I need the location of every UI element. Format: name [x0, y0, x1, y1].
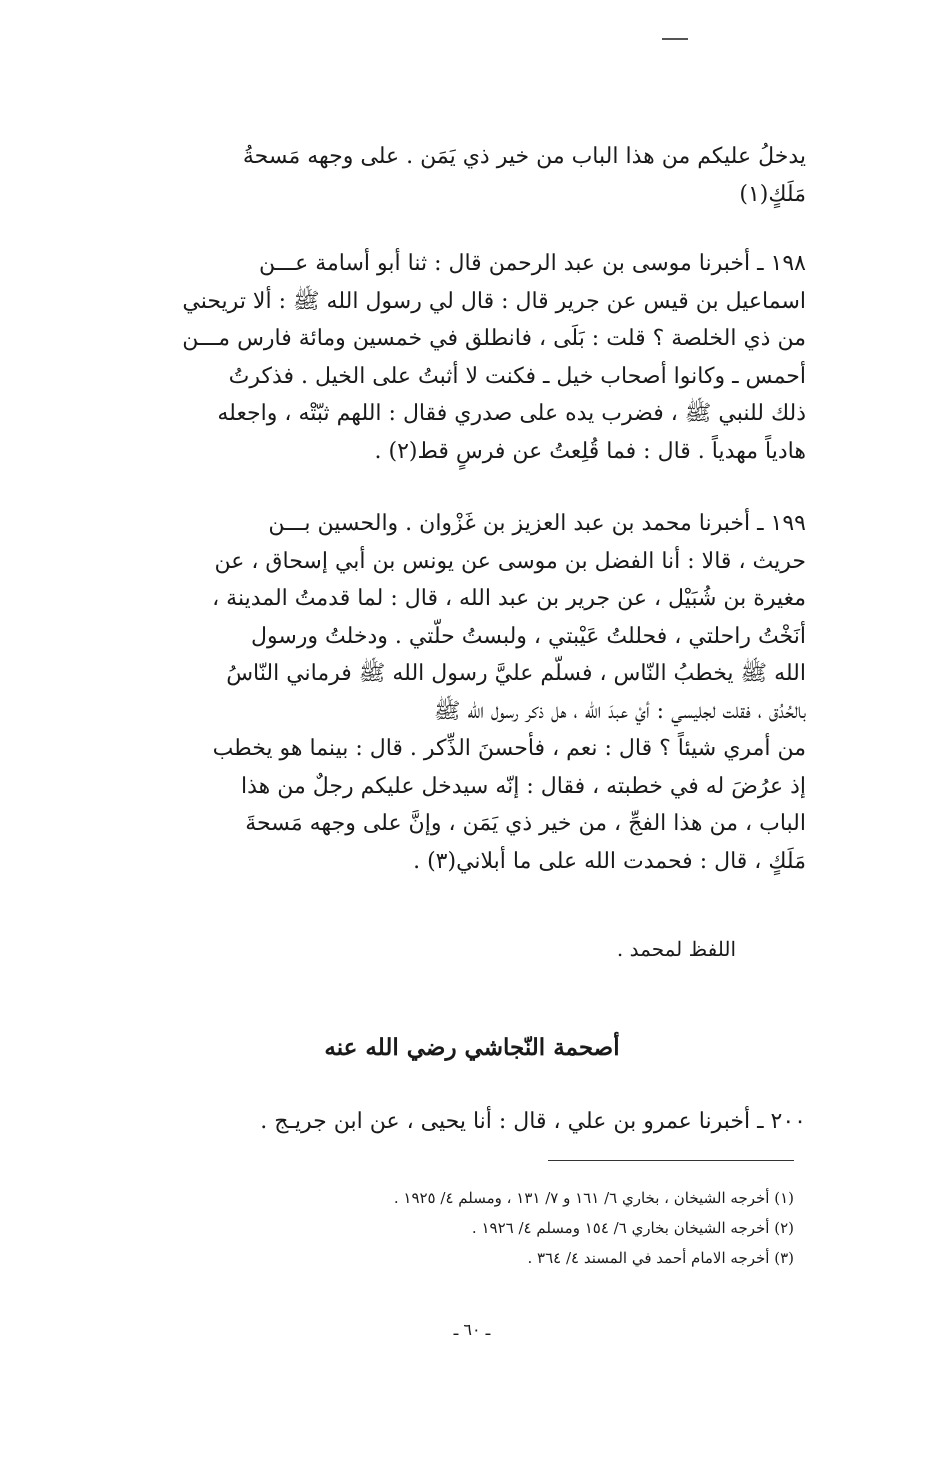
text-line: ١٩٩ ـ أخبرنا محمد بن عبد العزيز بن غَزْوان . والحسين بـــن	[268, 511, 806, 536]
hadith-200	[134, 1103, 806, 1141]
text-line: هادياً مهدياً . قال : فما قُلِعتُ عن فرسٍ قط(٢) .	[374, 438, 806, 464]
footnote-2: (٢) أخرجه الشيخان بخاري ٦/ ١٥٤ ومسلم ٤/ ١٩٢٦ .	[471, 1219, 794, 1237]
text-line: ٢٠٠ ـ أخبرنا عمرو بن علي ، قال : أنا يحيى ، عن ابن جريـج .	[260, 1109, 806, 1134]
wording-note: اللفظ لمحمد .	[616, 937, 736, 961]
section-heading: أصحمة النّجاشي رضي الله عنه	[324, 1034, 620, 1061]
text-line: مَلَكٍ(١)	[739, 181, 806, 207]
page-number: ـ ٦٠ ـ	[453, 1320, 491, 1339]
footnote-divider	[548, 1160, 794, 1161]
text-line: يدخلُ عليكم من هذا الباب من خير ذي يَمَن . على وجهه مَسحةُ	[242, 144, 806, 169]
text-line: أنَخْتُ راحلتي ، فحللتُ عَيْبتي ، ولبستُ حلّتي . ودخلتُ ورسول	[250, 623, 806, 649]
footnote-3: (٣) أخرجه الامام أحمد في المسند ٤/ ٣٦٤ .	[527, 1249, 794, 1267]
text-line: بالحُدُق ، فقلت لجليسي : أيْ عبدَ الله ، هل ذكر رسول الله ﷺ	[433, 698, 806, 724]
footnotes	[194, 1183, 794, 1273]
text-line: إذ عرُضَ له في خطبته ، فقال : إنّه سيدخل عليكم رجلٌ من هذا	[240, 773, 806, 799]
hadith-199	[134, 505, 806, 880]
text-line: أحمس ـ وكانوا أصحاب خيل ـ فكنت لا أثبتُ على الخيل . فذكرتُ	[228, 363, 806, 389]
text-line: مَلَكٍ ، قال : فحمدت الله على ما أبلاني(٣) .	[413, 848, 806, 874]
text-line: حريث ، قالا : أنا الفضل بن موسى عن يونس بن أبي إسحاق ، عن	[214, 548, 806, 574]
text-line: ١٩٨ ـ أخبرنا موسى بن عبد الرحمن قال : ثنا أبو أسامة عـــن	[259, 251, 806, 276]
text-line: مغيرة بن شُبَيْل ، عن جرير بن عبد الله ، قال : لما قدمتُ المدينة ،	[212, 586, 806, 611]
intro-paragraph	[134, 138, 806, 213]
footnote-1: (١) أخرجه الشيخان ، بخاري ٦/ ١٦١ و ٧/ ١٣١ ، ومسلم ٤/ ١٩٢٥ .	[393, 1189, 794, 1207]
text-line: اسماعيل بن قيس عن جرير قال : قال لي رسول الله ﷺ : ألا تريحني	[182, 288, 806, 314]
header-mark	[662, 38, 688, 40]
text-line: من أمري شيئاً ؟ قال : نعم ، فأحسنَ الذِّكر . قال : بينما هو يخطب	[212, 736, 806, 761]
text-line: ذلك للنبي ﷺ ، فضرب يده على صدري فقال : اللهم ثبّتْه ، واجعله	[217, 401, 806, 426]
hadith-198	[134, 245, 806, 470]
text-line: الباب ، من هذا الفجِّ ، من خير ذي يَمَن ، وإنَّ على وجهه مَسحةَ	[245, 811, 806, 836]
text-line: الله ﷺ يخطبُ النّاس ، فسلّم عليَّ رسول الله ﷺ فرماني النّاسُ	[226, 661, 806, 686]
text-line: من ذي الخلصة ؟ قلت : بَلَى ، فانطلق في خمسين ومائة فارس مـــن	[182, 326, 806, 351]
